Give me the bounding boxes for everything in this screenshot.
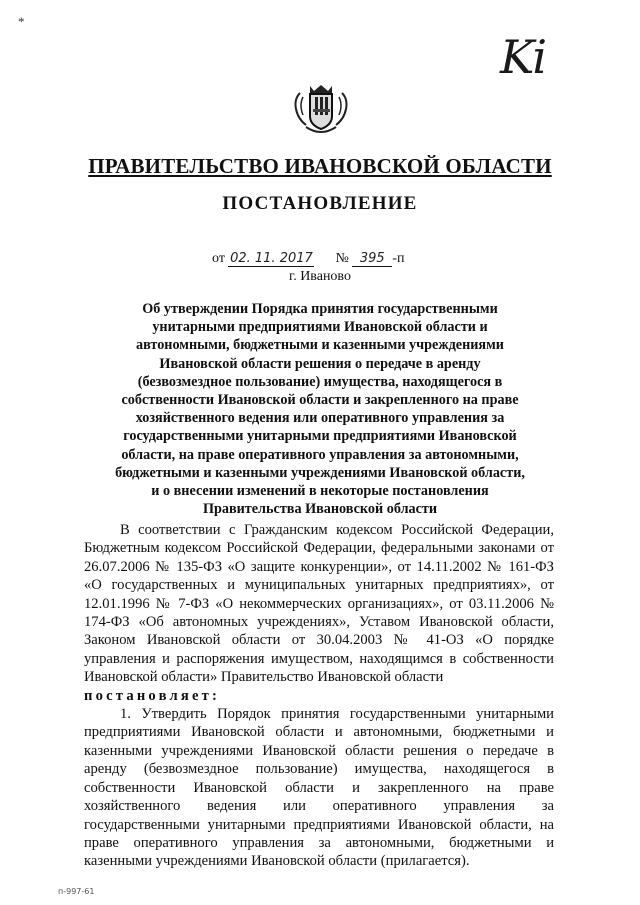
corner-mark: * <box>18 14 25 29</box>
coat-of-arms-icon <box>290 83 352 135</box>
date-value: 02. 11. 2017 <box>230 251 313 266</box>
document-type: ПОСТАНОВЛЕНИЕ <box>222 193 418 214</box>
handwritten-note: Ki <box>500 30 546 84</box>
document-body <box>84 521 554 871</box>
preamble-paragraph: В соответствии с Гражданским кодексом Российской Федерации, Бюджетным кодексом Российской Федерации, федеральными законами от 26.07.2006 № 135-ФЗ «О защите конкуренции», от 14.11.2002 № 161-ФЗ «О государственных и муниципальных унитарных предприятиях», от 12.01.1996 № 7-ФЗ «О некоммерческих организациях», от 03.11.2006 № 174-ФЗ «Об автономных учреждениях», Уставом Ивановской области, Законом Ивановской области от 30.04.2003 № 41-ОЗ «О порядке управления и распоряжения имуществом, находящимся в собственности Ивановской области» Правительство Ивановской области <box>84 522 554 686</box>
number-value: 395 <box>352 251 392 267</box>
footer-code: п-997-61 <box>58 887 95 896</box>
item-1-paragraph: 1. Утвердить Порядок принятия государственными унитарными предприятиями Ивановской области и автономными, бюджетными и казенными учреждениями Ивановской области решения о передаче в аренду (безвозмездное пользование) имущества, находящегося в собственности Ивановской области и закрепленного на праве хозяйственного ведения или оперативного управления за государственными унитарными предприятиями Ивановской области, на праве оперативного управления за автономными, бюджетными и казенными учреждениями Ивановской области (прилагается). <box>84 706 554 870</box>
document-heading: Об утверждении Порядка принятия государственными унитарными предприятиями Ивановской области и автономными, бюджетными и казенными учреждениями Ивановской области решения о передаче в аренду (безвозмездное пользование) имущества, находящегося в собственности Ивановской области и закрепленного на праве хозяйственного ведения или оперативного управления за государственными унитарными предприятиями Ивановской области, на праве оперативного управления за автономными, бюджетными и казенными учреждениями Ивановской области, и о внесении изменений в некоторые постановления Правительства Ивановской области <box>115 301 525 518</box>
number-suffix: -п <box>392 251 405 266</box>
date-number-line <box>212 251 404 267</box>
resolves-word: постановляет: <box>84 687 221 704</box>
page-title: ПРАВИТЕЛЬСТВО ИВАНОВСКОЙ ОБЛАСТИ <box>88 154 552 178</box>
date-prefix: от <box>212 251 225 266</box>
number-sign: № <box>335 251 349 266</box>
city: г. Иваново <box>289 269 351 284</box>
